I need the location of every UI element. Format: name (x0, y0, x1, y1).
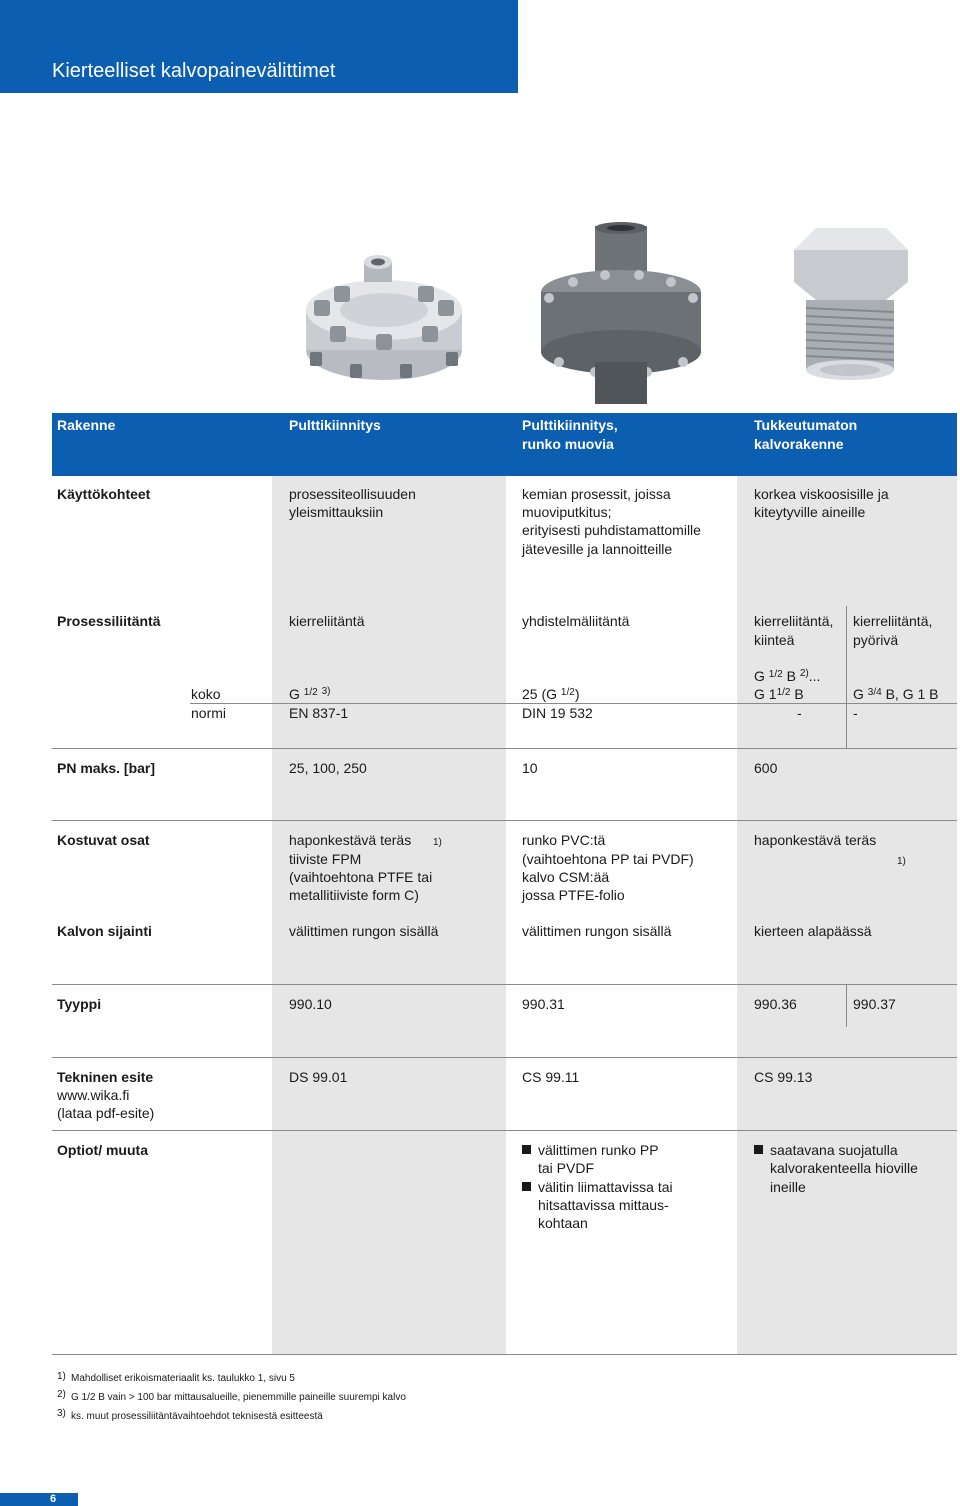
optiot-col2-item2-line2: hitsattavissa mittaus- (538, 1197, 669, 1213)
page-number-tab (0, 1493, 78, 1506)
koko-col3a-line1-fraction: 1/2 (768, 669, 783, 680)
pn-col2: 10 (522, 760, 538, 776)
esite-pdf-note: (lataa pdf-esite) (57, 1105, 155, 1121)
optiot-col2-item2 (522, 1178, 673, 1197)
pn-col3: 600 (754, 760, 778, 776)
tyyppi-col1: 990.10 (289, 996, 332, 1012)
page-number: 6 (50, 1493, 57, 1505)
bullet-square-icon (522, 1182, 531, 1191)
normi-col3a: - (797, 705, 802, 721)
normi-col3b: - (853, 705, 858, 721)
kayttokohteet-col2-line4: jätevesille ja lannoitteille (522, 541, 673, 557)
product-image-threaded (786, 222, 914, 382)
optiot-col2-item2-line3: kohtaan (538, 1215, 588, 1231)
koko-col3a-line1-suffix: B (782, 668, 800, 684)
koko-col1-fraction: 1/2 (303, 687, 318, 698)
prosessiliitanta-col3b-line1: kierreliitäntä, (853, 613, 933, 629)
koko-col3a-line2-fraction: 1/2 (776, 687, 791, 698)
kalvon-col1: välittimen rungon sisällä (289, 923, 439, 939)
optiot-col2-item1 (522, 1141, 659, 1160)
header-rakenne: Rakenne (57, 417, 116, 433)
esite-col1: DS 99.01 (289, 1069, 348, 1085)
row-label-kayttokohteet: Käyttökohteet (57, 486, 151, 502)
optiot-col2-item1-line1: välittimen runko PP (538, 1142, 659, 1158)
page-title: Kierteelliset kalvopainevälittimet (52, 60, 336, 82)
optiot-col3-item1-line3: ineille (770, 1179, 806, 1195)
koko-label: koko (191, 686, 221, 702)
kostuvat-col1-footnote-ref: 1) (433, 837, 442, 848)
kayttokohteet-col1-line1: prosessiteollisuuden (289, 486, 416, 502)
kayttokohteet-col2-line2: muoviputkitus; (522, 504, 612, 520)
kostuvat-col3-footnote-ref: 1) (897, 855, 906, 867)
product-image-bolted (300, 240, 468, 390)
kayttokohteet-col2-line1: kemian prosessit, joissa (522, 486, 671, 502)
row-label-pn: PN maks. [bar] (57, 760, 156, 776)
row-label-kalvon: Kalvon sijainti (57, 923, 152, 939)
row-label-optiot: Optiot/ muuta (57, 1142, 148, 1158)
tyyppi-col3b: 990.37 (853, 996, 896, 1012)
footnote-3-text: ks. muut prosessiliitäntävaihtoehdot teknisestä esitteestä (71, 1411, 323, 1422)
tyyppi-col2: 990.31 (522, 996, 565, 1012)
optiot-col2-item1-line2: tai PVDF (538, 1160, 595, 1176)
koko-col3a-footnote-ref: 2) (799, 668, 809, 679)
row-label-tyyppi: Tyyppi (57, 996, 102, 1012)
row-divider-pn (52, 748, 957, 749)
header-col3-line2: kalvorakenne (754, 436, 844, 452)
koko-col3a-line2-suffix: B (790, 686, 804, 702)
title-bar (0, 0, 518, 93)
kostuvat-col2-line1: runko PVC:tä (522, 832, 606, 848)
prosessiliitanta-col2: yhdistelmäliitäntä (522, 613, 630, 629)
kayttokohteet-col2-line3: erityisesti puhdistamattomille (522, 522, 701, 538)
footnote-1-number: 1) (57, 1371, 66, 1382)
column-shade-left (272, 476, 506, 1354)
koko-col2-prefix: 25 (G (522, 686, 561, 702)
kalvon-col2: välittimen rungon sisällä (522, 923, 672, 939)
header-col2-line2: runko muovia (522, 436, 614, 452)
prosessiliitanta-col1: kierreliitäntä (289, 613, 365, 629)
header-col3-line1: Tukkeutumaton (754, 417, 858, 433)
kayttokohteet-col3-line2: kiteytyville aineille (754, 504, 866, 520)
tyyppi-subcolumn-divider (846, 985, 847, 1027)
esite-url[interactable]: www.wika.fi (57, 1087, 130, 1103)
pn-col1: 25, 100, 250 (289, 760, 367, 776)
product-image-plastic (535, 222, 705, 407)
prosessiliitanta-col3b-line2: pyörivä (853, 632, 899, 648)
koko-col1-prefix: G (289, 686, 304, 702)
esite-col2: CS 99.11 (522, 1069, 580, 1085)
kostuvat-col1-line2: tiiviste FPM (289, 851, 362, 867)
bullet-square-icon (522, 1145, 531, 1154)
normi-col2: DIN 19 532 (522, 705, 593, 721)
koko-col3a-line2-prefix: G 1 (754, 686, 777, 702)
kostuvat-col2-line3: kalvo CSM:ää (522, 869, 610, 885)
koko-col3a-line1-prefix: G (754, 668, 769, 684)
subcolumn-divider (846, 606, 847, 748)
kostuvat-col2-line2: (vaihtoehtona PP tai PVDF) (522, 851, 694, 867)
footnote-1-text: Mahdolliset erikoismateriaalit ks. taulukko 1, sivu 5 (71, 1373, 295, 1384)
footnote-2-text: G 1/2 B vain > 100 bar mittausalueille, pienemmille paineille suurempi kalvo (71, 1392, 406, 1403)
prosessiliitanta-col3a-line2: kiinteä (754, 632, 795, 648)
row-divider-kostuvat (52, 820, 957, 821)
optiot-col3-item1-line2: kalvorakenteella hioville (770, 1160, 918, 1176)
esite-col3: CS 99.13 (754, 1069, 813, 1085)
normi-label: normi (191, 705, 227, 721)
row-label-esite: Tekninen esite (57, 1069, 154, 1085)
header-col1: Pulttikiinnitys (289, 417, 381, 433)
row-divider-esite (52, 1057, 957, 1058)
bullet-square-icon (754, 1145, 763, 1154)
row-label-kostuvat: Kostuvat osat (57, 832, 150, 848)
optiot-col3-item1 (754, 1141, 898, 1160)
kayttokohteet-col1-line2: yleismittauksiin (289, 504, 384, 520)
kostuvat-col1-line1: haponkestävä teräs (289, 832, 412, 848)
row-label-prosessiliitanta: Prosessiliitäntä (57, 613, 161, 629)
normi-col1: EN 837-1 (289, 705, 349, 721)
kostuvat-col2-line4: jossa PTFE-folio (522, 887, 625, 903)
column-shade-right (737, 476, 957, 1354)
footnote-2-number: 2) (57, 1389, 66, 1400)
koko-col3b-prefix: G (853, 686, 868, 702)
tyyppi-col3a: 990.36 (754, 996, 797, 1012)
koko-col1-footnote-ref: 3) (321, 686, 331, 697)
row-divider-optiot (52, 1130, 957, 1131)
koko-col3b-fraction: 3/4 (867, 687, 882, 698)
kayttokohteet-col3-line1: korkea viskoosisille ja (754, 486, 889, 502)
koko-col3a-line1-end: ... (808, 668, 821, 684)
koko-col2-suffix: ) (574, 686, 580, 702)
footnote-3-number: 3) (57, 1408, 66, 1419)
optiot-col2-item2-line1: välitin liimattavissa tai (538, 1179, 673, 1195)
optiot-col3-item1-line1: saatavana suojatulla (770, 1142, 898, 1158)
koko-col2-fraction: 1/2 (560, 687, 575, 698)
header-col2-line1: Pulttikiinnitys, (522, 417, 618, 433)
table-bottom-line (52, 1354, 957, 1355)
kostuvat-col1-line3: (vaihtoehtona PTFE tai (289, 869, 433, 885)
kostuvat-col1-line4: metallitiiviste form C) (289, 887, 419, 903)
kostuvat-col3: haponkestävä teräs (754, 832, 877, 848)
kalvon-col3: kierteen alapäässä (754, 923, 872, 939)
koko-col3b-suffix: B, G 1 B (881, 686, 939, 702)
prosessiliitanta-col3a-line1: kierreliitäntä, (754, 613, 834, 629)
row-divider-tyyppi (52, 984, 957, 985)
